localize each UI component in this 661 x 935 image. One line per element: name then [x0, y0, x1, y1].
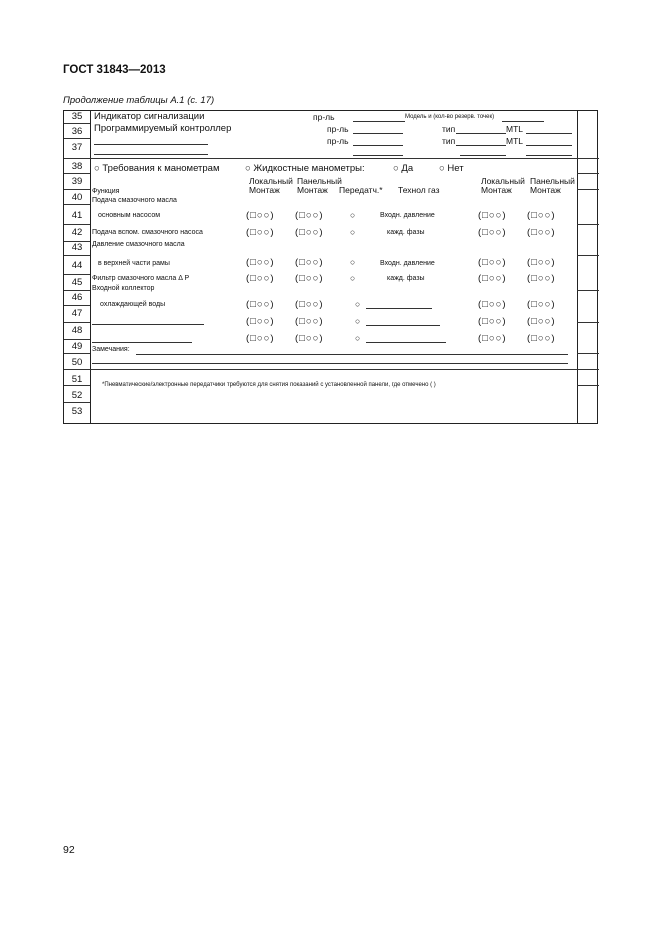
mount-header: Монтаж: [481, 185, 512, 195]
process-gas-header: Технол газ: [398, 185, 440, 195]
no-radio[interactable]: ○ Нет: [439, 163, 464, 174]
extra-line-field[interactable]: [94, 144, 208, 145]
remarks-field[interactable]: [92, 363, 568, 364]
row-number: 53: [71, 406, 83, 417]
panel-mount-checkbox[interactable]: (□○○): [295, 210, 324, 221]
footnote: *Пневматические/электронные передатчики требуются для снятия показаний с установленной панели, где отмечено ( ): [102, 382, 436, 388]
process-gas-field[interactable]: [366, 342, 446, 343]
extra-field[interactable]: [353, 155, 403, 156]
transmitter-radio[interactable]: ○: [355, 316, 361, 326]
mount-header: Монтаж: [249, 185, 280, 195]
page-number: 92: [63, 844, 75, 856]
manufacturer-label: пр-ль: [327, 124, 349, 134]
panel-mount-checkbox-right[interactable]: (□○○): [527, 273, 556, 284]
each-phase-label: кажд. фазы: [387, 229, 425, 236]
row-number: 38: [71, 161, 83, 172]
row-number: 39: [71, 176, 83, 187]
local-mount-checkbox-right[interactable]: (□○○): [478, 257, 507, 268]
row-number: 44: [71, 260, 83, 271]
extra-field[interactable]: [526, 155, 572, 156]
row-number: 43: [71, 242, 83, 253]
transmitter-radio[interactable]: ○: [355, 333, 361, 343]
oil-filter-label: Фильтр смазочного масла Δ Р: [92, 275, 190, 282]
mount-header: Монтаж: [530, 185, 561, 195]
row-number: 41: [71, 210, 83, 221]
manufacturer-label: пр-ль: [313, 112, 335, 122]
row-number: 37: [71, 142, 83, 153]
yes-radio[interactable]: ○ Да: [393, 163, 414, 174]
frame-top-label: в верхней части рамы: [98, 260, 170, 267]
mtl-label: MTL: [506, 124, 523, 134]
local-mount-checkbox-right[interactable]: (□○○): [478, 210, 507, 221]
table-caption: Продолжение таблицы А.1 (с. 17): [63, 95, 215, 106]
local-mount-checkbox[interactable]: (□○○): [246, 333, 275, 344]
panel-mount-checkbox[interactable]: (□○○): [295, 257, 324, 268]
panel-mount-checkbox[interactable]: (□○○): [295, 299, 324, 310]
local-mount-checkbox-right[interactable]: (□○○): [478, 273, 507, 284]
transmitter-radio[interactable]: ○: [350, 227, 356, 237]
row-number: 45: [71, 277, 83, 288]
panel-mount-checkbox[interactable]: (□○○): [295, 333, 324, 344]
mtl-label: MTL: [506, 136, 523, 146]
oil-pressure-label: Давление смазочного масла: [92, 241, 185, 248]
mtl-field[interactable]: [526, 133, 572, 134]
alarm-indicator-label: Индикатор сигнализации: [94, 111, 205, 122]
panel-mount-checkbox[interactable]: (□○○): [295, 227, 324, 238]
extra-line-field[interactable]: [94, 154, 208, 155]
transmitter-header: Передатч.*: [339, 185, 383, 195]
row-number: 50: [71, 357, 83, 368]
mount-header: Монтаж: [297, 185, 328, 195]
inlet-pressure-label: Входн. давление: [380, 260, 435, 267]
row-number: 42: [71, 227, 83, 238]
transmitter-radio[interactable]: ○: [350, 273, 356, 283]
panel-mount-checkbox-right[interactable]: (□○○): [527, 299, 556, 310]
local-header-right: Локальный: [481, 176, 525, 186]
row-number: 35: [71, 111, 83, 122]
local-mount-checkbox[interactable]: (□○○): [246, 299, 275, 310]
panel-header-right: Панельный: [530, 176, 575, 186]
panel-mount-checkbox-right[interactable]: (□○○): [527, 227, 556, 238]
liquid-gauges-radio[interactable]: ○ Жидкостные манометры:: [245, 163, 365, 174]
manufacturer-field[interactable]: [353, 145, 403, 146]
mtl-field[interactable]: [526, 145, 572, 146]
panel-mount-checkbox[interactable]: (□○○): [295, 273, 324, 284]
row-number: 52: [71, 390, 83, 401]
type-label: тип: [442, 124, 456, 134]
transmitter-radio[interactable]: ○: [350, 210, 356, 220]
remarks-field[interactable]: [136, 354, 568, 355]
manufacturer-field[interactable]: [353, 133, 403, 134]
inlet-header-label: Входной коллектор: [92, 285, 155, 292]
row-number: 48: [71, 325, 83, 336]
document-title: ГОСТ 31843—2013: [63, 64, 166, 76]
section-divider: [64, 158, 599, 159]
type-field[interactable]: [456, 133, 506, 134]
local-mount-checkbox-right[interactable]: (□○○): [478, 299, 507, 310]
process-gas-field[interactable]: [366, 325, 440, 326]
gauge-requirements-radio[interactable]: ○ Требования к манометрам: [94, 163, 220, 174]
type-field[interactable]: [456, 145, 506, 146]
section-divider: [64, 369, 599, 370]
oil-supply-label: Подача смазочного масла: [92, 197, 177, 204]
panel-mount-checkbox-right[interactable]: (□○○): [527, 210, 556, 221]
local-mount-checkbox-right[interactable]: (□○○): [478, 316, 507, 327]
local-mount-checkbox-right[interactable]: (□○○): [478, 333, 507, 344]
function-header: Функция: [92, 188, 120, 195]
cooling-water-label: охлаждающей воды: [100, 301, 166, 308]
model-field[interactable]: [502, 121, 544, 122]
row-number: 46: [71, 292, 83, 303]
each-phase-label: кажд. фазы: [387, 275, 425, 282]
row-number: 51: [71, 374, 83, 385]
transmitter-radio[interactable]: ○: [355, 299, 361, 309]
aux-pump-label: Подача вспом. смазочного насоса: [92, 229, 203, 236]
row-number: 40: [71, 192, 83, 203]
panel-mount-checkbox-right[interactable]: (□○○): [527, 333, 556, 344]
row-number: 49: [71, 341, 83, 352]
model-label: Модель и (кол-во резерв. точек): [405, 114, 495, 120]
local-mount-checkbox-right[interactable]: (□○○): [478, 227, 507, 238]
manufacturer-field[interactable]: [353, 121, 405, 122]
local-header: Локальный: [249, 176, 293, 186]
local-mount-checkbox[interactable]: (□○○): [246, 273, 275, 284]
plc-label: Программируемый контроллер: [94, 123, 232, 134]
type-label: тип: [442, 136, 456, 146]
local-mount-checkbox[interactable]: (□○○): [246, 210, 275, 221]
row-number: 36: [71, 126, 83, 137]
panel-header: Панельный: [297, 176, 342, 186]
panel-mount-checkbox-right[interactable]: (□○○): [527, 316, 556, 327]
main-pump-label: основным насосом: [98, 212, 161, 219]
panel-mount-checkbox[interactable]: (□○○): [295, 316, 324, 327]
manufacturer-label: пр-ль: [327, 136, 349, 146]
extra-field[interactable]: [460, 155, 506, 156]
process-gas-field[interactable]: [366, 308, 432, 309]
local-mount-checkbox[interactable]: (□○○): [246, 316, 275, 327]
row-number: 47: [71, 308, 83, 319]
local-mount-checkbox[interactable]: (□○○): [246, 257, 275, 268]
transmitter-radio[interactable]: ○: [350, 257, 356, 267]
local-mount-checkbox[interactable]: (□○○): [246, 227, 275, 238]
function-field[interactable]: [92, 342, 192, 343]
panel-mount-checkbox-right[interactable]: (□○○): [527, 257, 556, 268]
remarks-label: Замечания:: [92, 346, 130, 353]
function-field[interactable]: [92, 324, 204, 325]
form-table: [63, 110, 598, 424]
inlet-pressure-label: Входн. давление: [380, 212, 435, 219]
